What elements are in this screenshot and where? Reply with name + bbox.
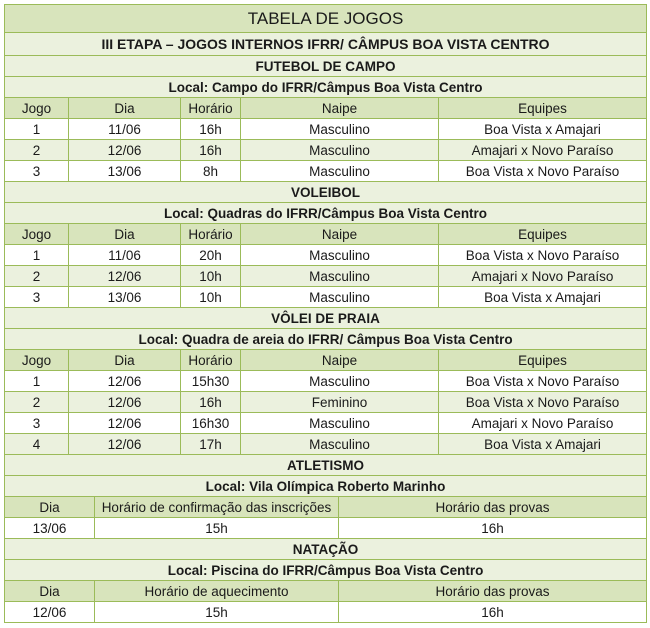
table-cell: 1: [5, 119, 69, 140]
table-cell: 15h: [95, 602, 339, 623]
column-header: Dia: [5, 497, 95, 518]
table-cell: Boa Vista x Novo Paraíso: [439, 371, 647, 392]
section-location: Local: Vila Olímpica Roberto Marinho: [5, 476, 647, 497]
table-cell: 1: [5, 371, 69, 392]
table-cell: 16h: [339, 518, 647, 539]
table-cell: 11/06: [69, 245, 181, 266]
page-title: TABELA DE JOGOS: [5, 5, 647, 33]
table-cell: 13/06: [5, 518, 95, 539]
table-row: [5, 161, 647, 182]
table-cell: 16h: [339, 602, 647, 623]
table-cell: 16h30: [181, 413, 241, 434]
table-cell: Boa Vista x Amajari: [439, 287, 647, 308]
table-cell: 15h: [95, 518, 339, 539]
column-header: Dia: [69, 98, 181, 119]
column-header: Naipe: [241, 350, 439, 371]
table-cell: Masculino: [241, 371, 439, 392]
table-cell: Masculino: [241, 434, 439, 455]
table-cell: 16h: [181, 119, 241, 140]
table-cell: 1: [5, 245, 69, 266]
section-title-row: [5, 56, 647, 77]
table-cell: 16h: [181, 392, 241, 413]
section-location: Local: Quadra de areia do IFRR/ Câmpus Boa Vista Centro: [5, 329, 647, 350]
column-header: Horário das provas: [339, 581, 647, 602]
table-cell: 12/06: [69, 266, 181, 287]
column-header: Dia: [5, 581, 95, 602]
table-cell: Masculino: [241, 266, 439, 287]
column-header-row: [5, 497, 647, 518]
table-cell: Amajari x Novo Paraíso: [439, 413, 647, 434]
table-cell: Masculino: [241, 413, 439, 434]
table-cell: 8h: [181, 161, 241, 182]
table-cell: 4: [5, 434, 69, 455]
table-cell: 16h: [181, 140, 241, 161]
column-header: Jogo: [5, 224, 69, 245]
table-row: [5, 287, 647, 308]
column-header-row: [5, 98, 647, 119]
section-title-row: [5, 308, 647, 329]
page-subtitle: III ETAPA – JOGOS INTERNOS IFRR/ CÂMPUS BOA VISTA CENTRO: [5, 33, 647, 56]
table-cell: 12/06: [69, 140, 181, 161]
column-header: Jogo: [5, 350, 69, 371]
table-cell: 15h30: [181, 371, 241, 392]
column-header: Horário: [181, 224, 241, 245]
column-header: Dia: [69, 224, 181, 245]
section-title-row: [5, 455, 647, 476]
table-cell: Amajari x Novo Paraíso: [439, 266, 647, 287]
table-row: [5, 140, 647, 161]
section-location-row: [5, 560, 647, 581]
column-header: Equipes: [439, 350, 647, 371]
section-title: NATAÇÃO: [5, 539, 647, 560]
table-row: [5, 392, 647, 413]
table-row: [5, 245, 647, 266]
section-title-row: [5, 182, 647, 203]
column-header: Horário: [181, 350, 241, 371]
table-cell: 11/06: [69, 119, 181, 140]
games-table: [4, 4, 647, 623]
table-cell: Boa Vista x Amajari: [439, 434, 647, 455]
table-cell: 12/06: [5, 602, 95, 623]
table-cell: Boa Vista x Novo Paraíso: [439, 245, 647, 266]
table-row: [5, 119, 647, 140]
column-header: Equipes: [439, 98, 647, 119]
table-cell: Masculino: [241, 161, 439, 182]
table-cell: 12/06: [69, 371, 181, 392]
table-cell: 13/06: [69, 287, 181, 308]
table-cell: 13/06: [69, 161, 181, 182]
section-location-row: [5, 203, 647, 224]
section-location-row: [5, 476, 647, 497]
table-row: [5, 413, 647, 434]
section-title-row: [5, 539, 647, 560]
table-cell: 10h: [181, 266, 241, 287]
column-header: Naipe: [241, 224, 439, 245]
table-cell: 2: [5, 392, 69, 413]
column-header: Dia: [69, 350, 181, 371]
column-header: Naipe: [241, 98, 439, 119]
section-location: Local: Quadras do IFRR/Câmpus Boa Vista Centro: [5, 203, 647, 224]
column-header-row: [5, 224, 647, 245]
table-cell: Masculino: [241, 245, 439, 266]
section-title: FUTEBOL DE CAMPO: [5, 56, 647, 77]
table-cell: 2: [5, 266, 69, 287]
section-title: VOLEIBOL: [5, 182, 647, 203]
table-cell: Masculino: [241, 119, 439, 140]
column-header: Equipes: [439, 224, 647, 245]
column-header-row: [5, 581, 647, 602]
section-location-row: [5, 77, 647, 98]
column-header: Horário de aquecimento: [95, 581, 339, 602]
section-location: Local: Campo do IFRR/Câmpus Boa Vista Centro: [5, 77, 647, 98]
table-row: [5, 602, 647, 623]
table-row: [5, 434, 647, 455]
section-title: VÔLEI DE PRAIA: [5, 308, 647, 329]
table-cell: Masculino: [241, 287, 439, 308]
table-cell: 12/06: [69, 413, 181, 434]
table-row: [5, 518, 647, 539]
column-header-row: [5, 350, 647, 371]
table-cell: 17h: [181, 434, 241, 455]
column-header: Horário de confirmação das inscrições: [95, 497, 339, 518]
table-cell: Boa Vista x Amajari: [439, 119, 647, 140]
table-cell: Amajari x Novo Paraíso: [439, 140, 647, 161]
column-header: Horário: [181, 98, 241, 119]
table-row: [5, 371, 647, 392]
table-cell: Feminino: [241, 392, 439, 413]
table-cell: Boa Vista x Novo Paraíso: [439, 392, 647, 413]
section-location-row: [5, 329, 647, 350]
table-cell: 2: [5, 140, 69, 161]
column-header: Horário das provas: [339, 497, 647, 518]
table-cell: 10h: [181, 287, 241, 308]
column-header: Jogo: [5, 98, 69, 119]
table-cell: Boa Vista x Novo Paraíso: [439, 161, 647, 182]
table-cell: 20h: [181, 245, 241, 266]
table-row: [5, 266, 647, 287]
table-cell: Masculino: [241, 140, 439, 161]
section-title: ATLETISMO: [5, 455, 647, 476]
table-cell: 12/06: [69, 392, 181, 413]
section-location: Local: Piscina do IFRR/Câmpus Boa Vista Centro: [5, 560, 647, 581]
table-cell: 12/06: [69, 434, 181, 455]
table-cell: 3: [5, 287, 69, 308]
table-cell: 3: [5, 413, 69, 434]
table-cell: 3: [5, 161, 69, 182]
